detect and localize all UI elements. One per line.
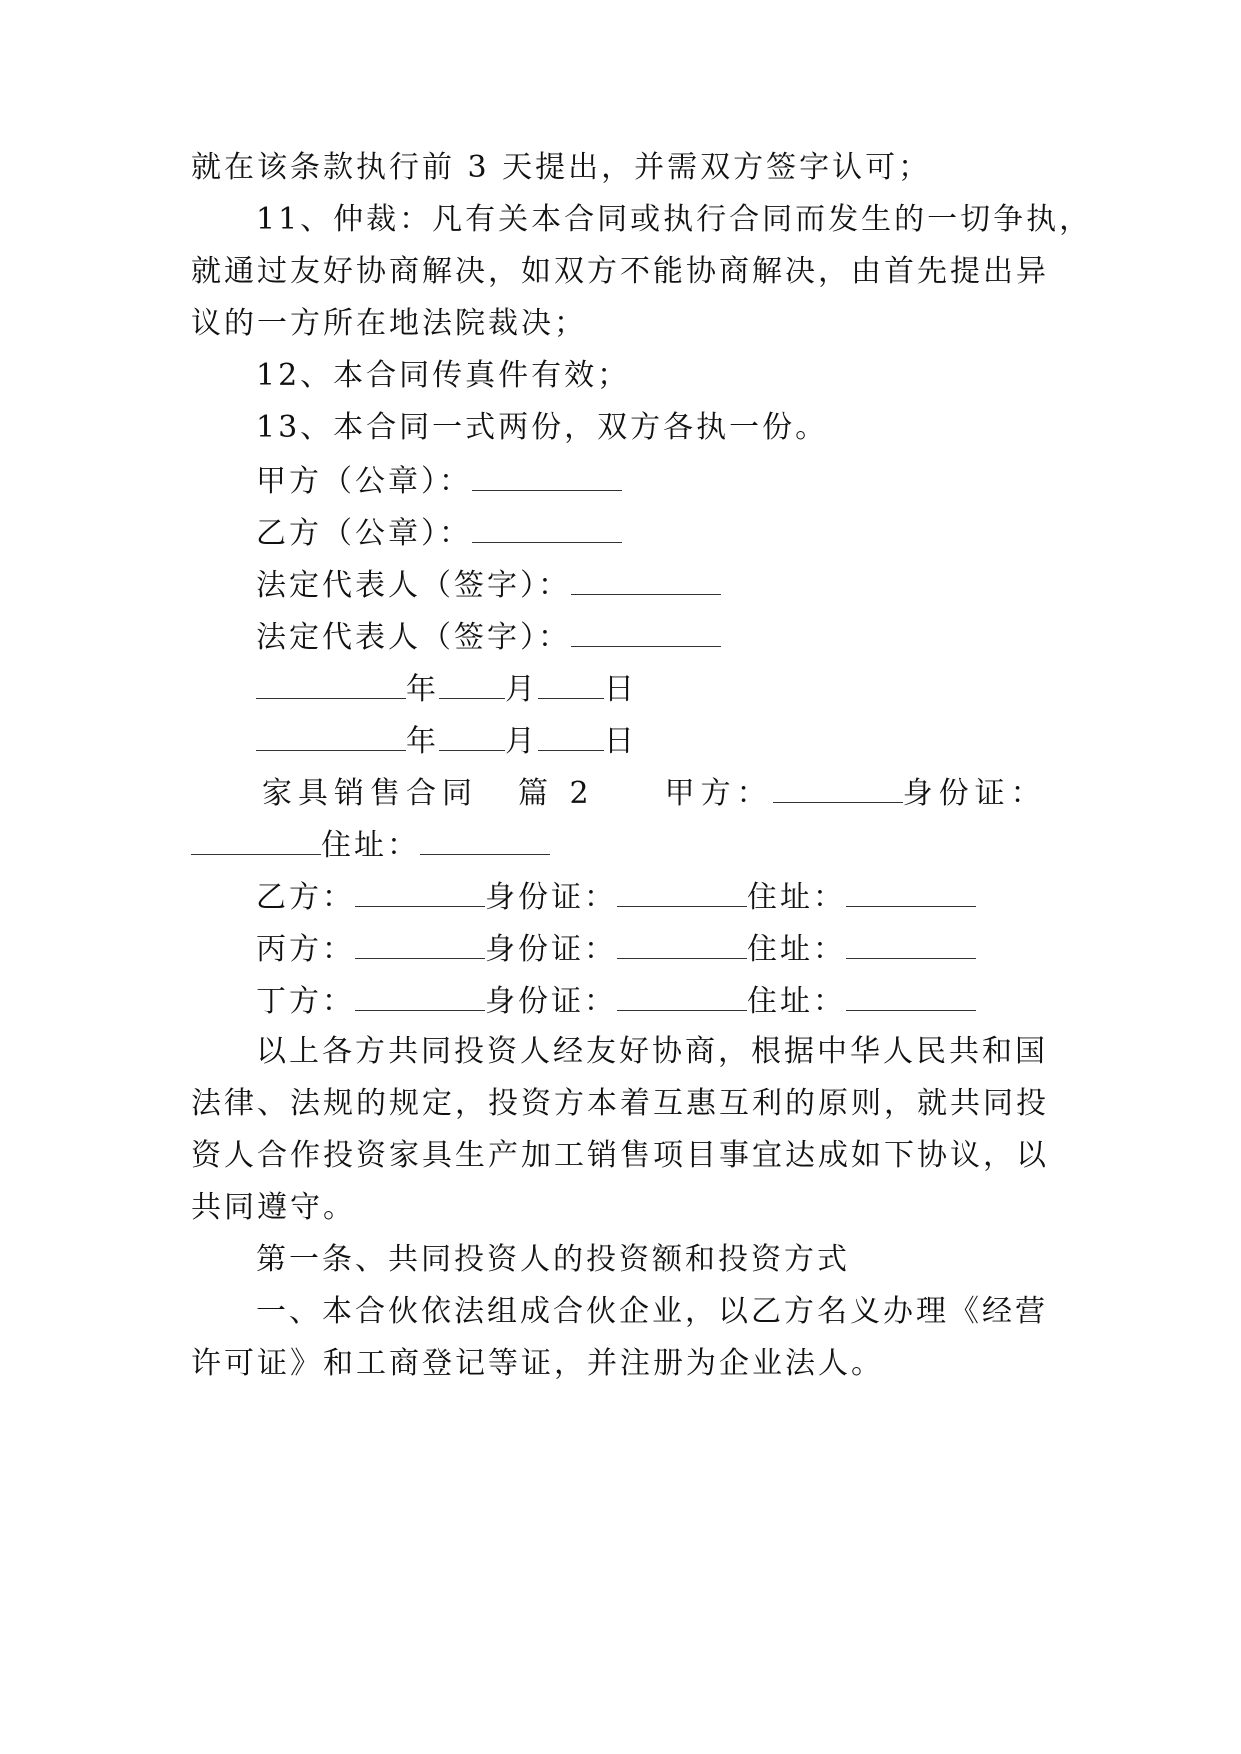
party-a-label: 甲方： bbox=[664, 776, 773, 811]
section-title: 家具销售合同 bbox=[262, 776, 478, 811]
section-header-line bbox=[262, 772, 1122, 814]
address-blank bbox=[846, 980, 976, 1011]
name-blank bbox=[355, 980, 485, 1011]
year-label: 年 bbox=[406, 672, 439, 707]
clause-11-line-3: 议的一方所在地法院裁决； bbox=[191, 306, 587, 341]
party-b-label: 乙方： bbox=[256, 880, 355, 915]
month-blank bbox=[439, 668, 505, 699]
name-blank bbox=[355, 928, 485, 959]
id-card-blank bbox=[617, 928, 747, 959]
address-blank bbox=[846, 928, 976, 959]
party-a-address-line bbox=[191, 824, 1051, 866]
legal-rep-label: 法定代表人（签字）： bbox=[256, 620, 571, 655]
party-d-label: 丁方： bbox=[256, 984, 355, 1019]
month-label: 月 bbox=[505, 672, 538, 707]
legal-rep-line-1 bbox=[256, 564, 1116, 606]
day-label: 日 bbox=[604, 724, 637, 759]
day-label: 日 bbox=[604, 672, 637, 707]
day-blank bbox=[538, 720, 604, 751]
preamble-line-3: 资人合作投资家具生产加工销售项目事宜达成如下协议，以 bbox=[191, 1138, 1049, 1173]
clause-12: 12、本合同传真件有效； bbox=[256, 358, 631, 393]
id-card-blank bbox=[191, 824, 321, 855]
id-card-blank bbox=[617, 980, 747, 1011]
id-card-label: 身份证： bbox=[485, 932, 617, 967]
article-1-para-line-1: 一、本合伙依法组成合伙企业，以乙方名义办理《经营 bbox=[256, 1294, 1048, 1329]
id-card-label: 身份证： bbox=[485, 984, 617, 1019]
id-card-label: 身份证： bbox=[902, 776, 1047, 811]
clause-11-line-2: 就通过友好协商解决，如双方不能协商解决，由首先提出异 bbox=[191, 254, 1049, 289]
clause-13: 13、本合同一式两份，双方各执一份。 bbox=[256, 410, 829, 445]
article-1-para-line-2: 许可证》和工商登记等证，并注册为企业法人。 bbox=[191, 1346, 884, 1381]
signature-blank bbox=[472, 512, 622, 543]
article-1-heading: 第一条、共同投资人的投资额和投资方式 bbox=[256, 1242, 850, 1277]
preamble-line-1: 以上各方共同投资人经友好协商，根据中华人民共和国 bbox=[256, 1034, 1048, 1069]
year-blank bbox=[256, 668, 406, 699]
party-a-seal-line bbox=[256, 460, 1116, 502]
legal-rep-label: 法定代表人（签字）： bbox=[256, 568, 571, 603]
party-a-blank bbox=[773, 772, 903, 803]
month-label: 月 bbox=[505, 724, 538, 759]
preamble-line-2: 法律、法规的规定，投资方本着互惠互利的原则，就共同投 bbox=[191, 1086, 1049, 1121]
signature-blank bbox=[571, 616, 721, 647]
party-c-info-line bbox=[256, 928, 1116, 970]
address-label: 住址： bbox=[747, 984, 846, 1019]
signature-blank bbox=[472, 460, 622, 491]
section-number: 篇 2 bbox=[518, 776, 595, 811]
year-blank bbox=[256, 720, 406, 751]
party-b-seal-label: 乙方（公章）： bbox=[256, 516, 472, 551]
month-blank bbox=[439, 720, 505, 751]
party-b-info-line bbox=[256, 876, 1116, 918]
address-label: 住址： bbox=[747, 932, 846, 967]
address-label: 住址： bbox=[747, 880, 846, 915]
text-line: 就在该条款执行前 3 天提出，并需双方签字认可； bbox=[191, 150, 932, 185]
party-c-label: 丙方： bbox=[256, 932, 355, 967]
id-card-label: 身份证： bbox=[485, 880, 617, 915]
party-b-seal-line bbox=[256, 512, 1116, 554]
party-a-seal-label: 甲方（公章）： bbox=[256, 464, 472, 499]
id-card-blank bbox=[617, 876, 747, 907]
year-label: 年 bbox=[406, 724, 439, 759]
signature-blank bbox=[571, 564, 721, 595]
date-line-2 bbox=[256, 720, 1116, 762]
day-blank bbox=[538, 668, 604, 699]
address-blank bbox=[846, 876, 976, 907]
address-label: 住址： bbox=[321, 828, 420, 863]
preamble-line-4: 共同遵守。 bbox=[191, 1190, 356, 1225]
clause-11-line-1: 11、仲裁：凡有关本合同或执行合同而发生的一切争执， bbox=[256, 202, 1093, 237]
date-line-1 bbox=[256, 668, 1116, 710]
address-blank bbox=[420, 824, 550, 855]
party-d-info-line bbox=[256, 980, 1116, 1022]
name-blank bbox=[355, 876, 485, 907]
legal-rep-line-2 bbox=[256, 616, 1116, 658]
